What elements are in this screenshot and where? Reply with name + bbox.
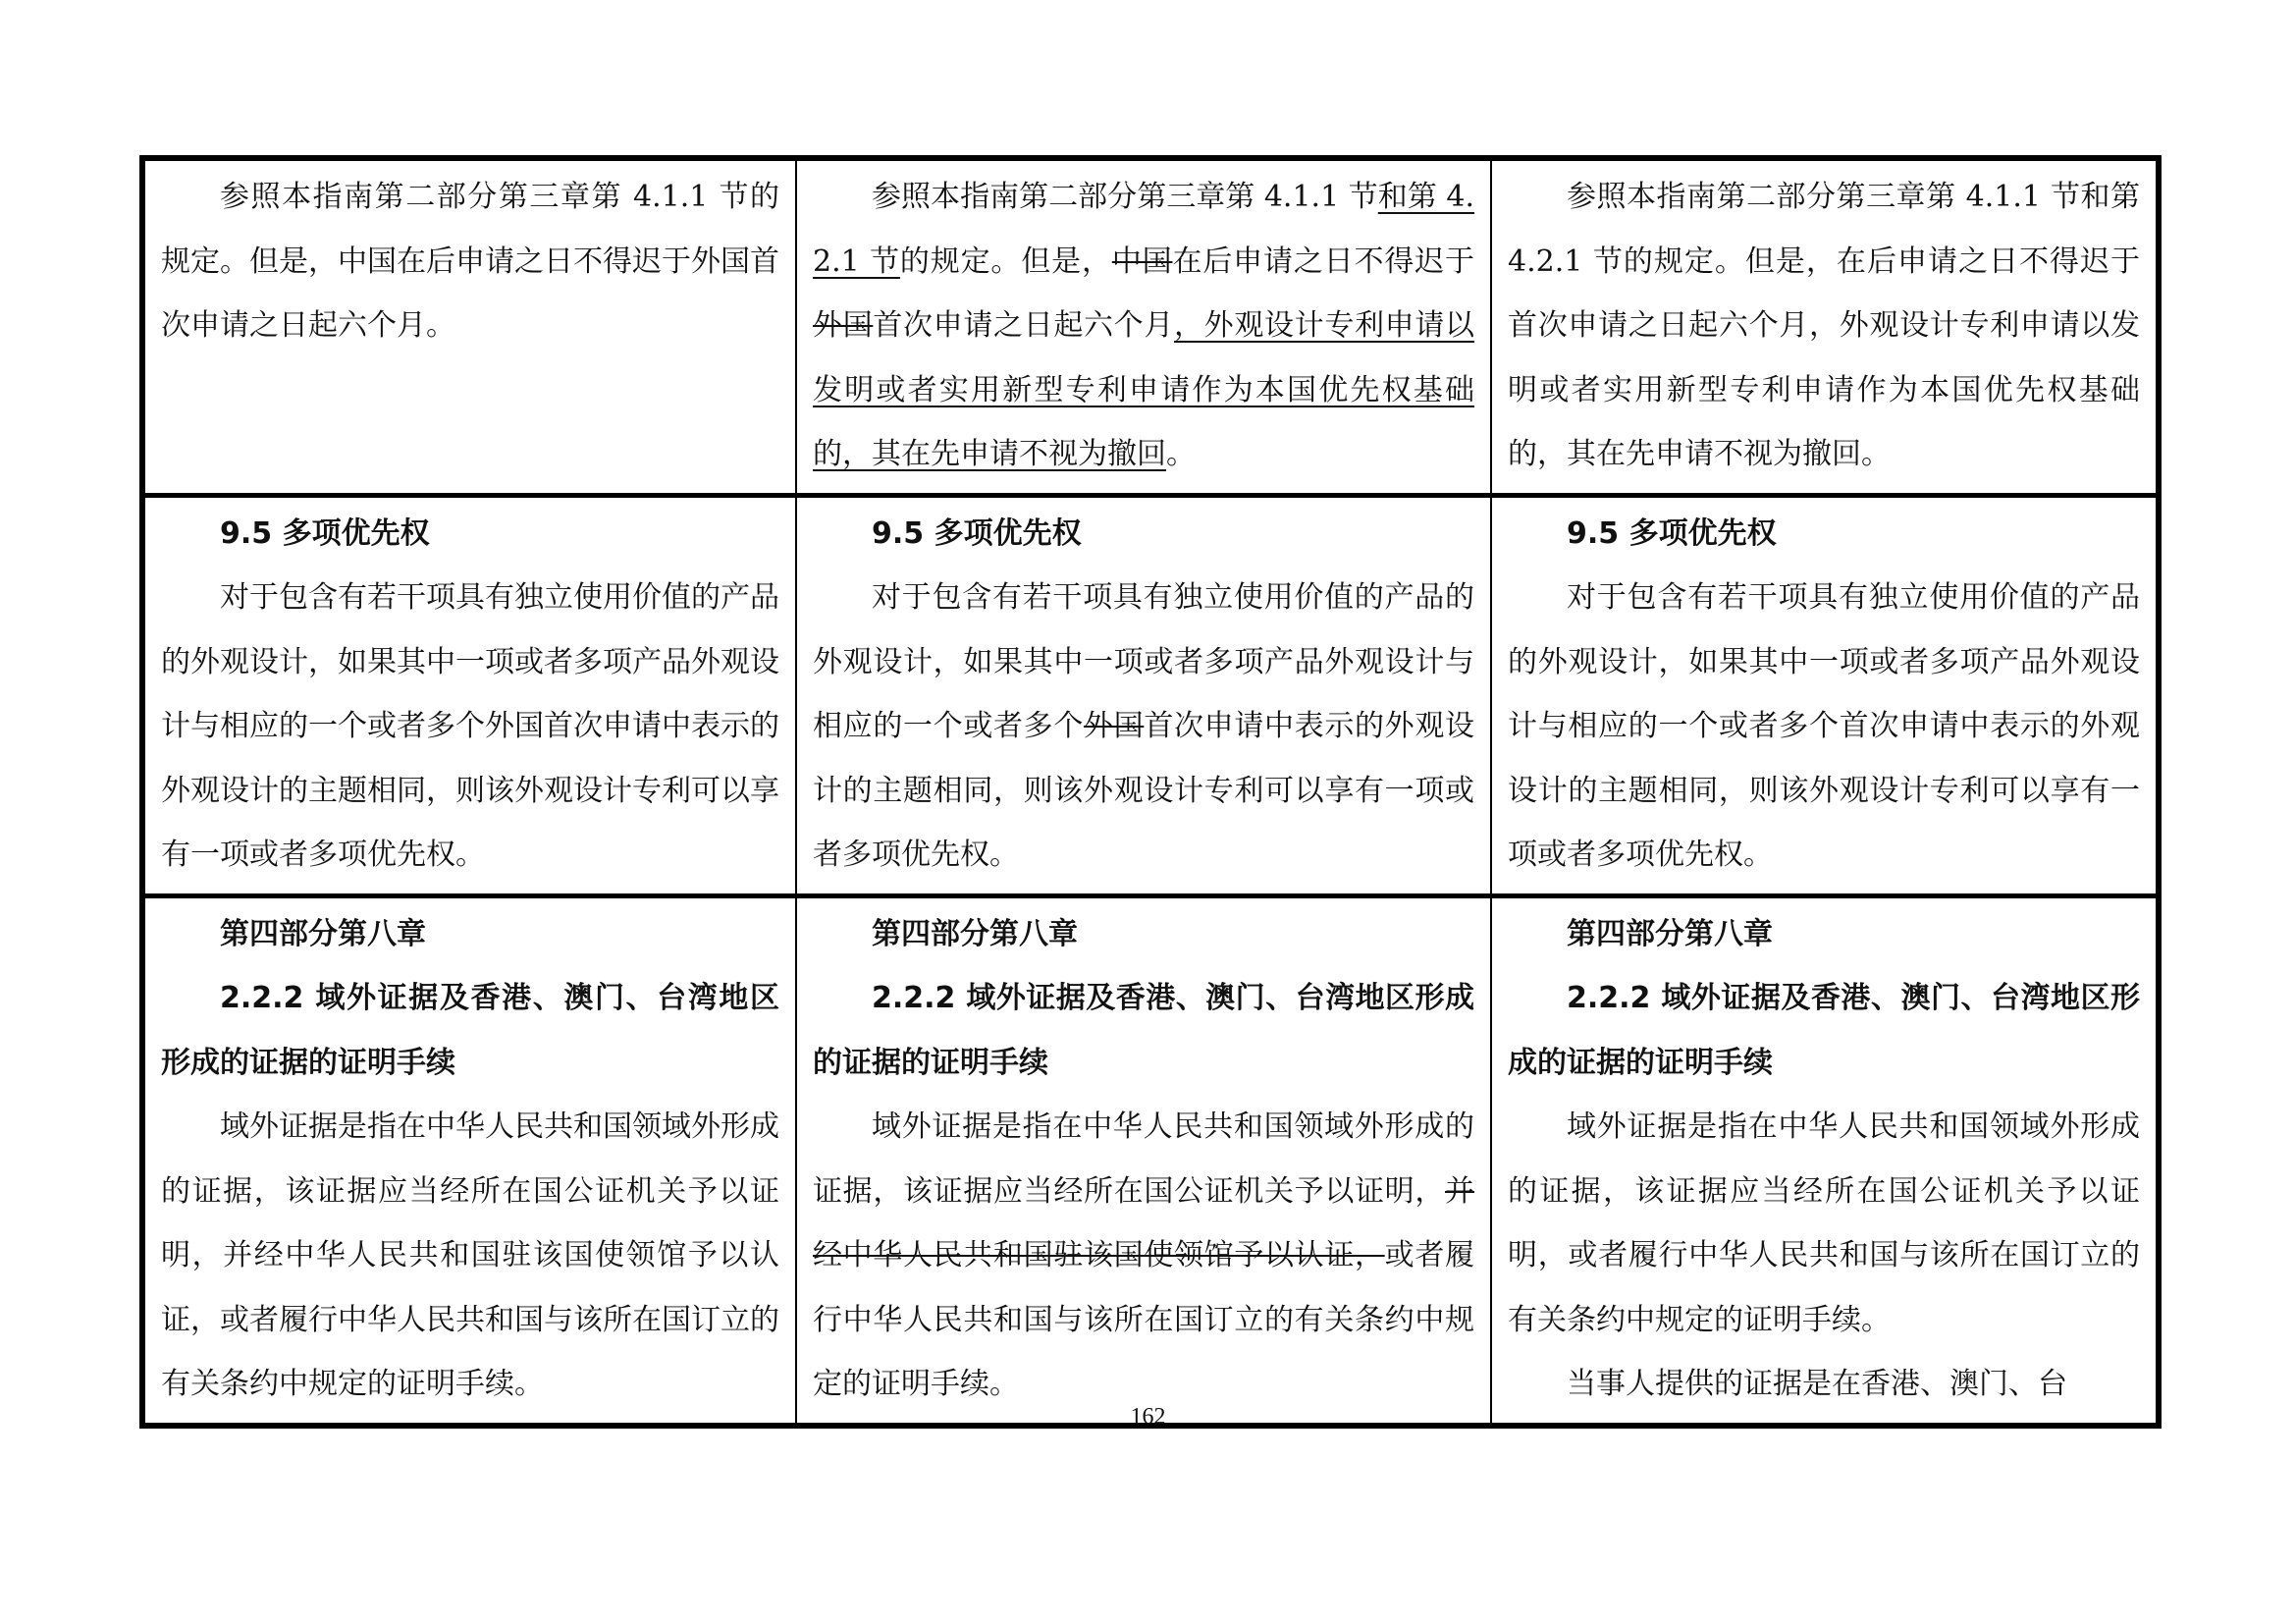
section-heading: 2.2.2 域外证据及香港、澳门、台湾地区形成的证据的证明手续 (161, 981, 779, 1080)
revised-text-cell (796, 895, 1491, 1426)
revised-text-cell (796, 495, 1491, 895)
clean-text-cell (1491, 158, 2159, 495)
chapter-heading: 第四部分第八章 (1567, 916, 1773, 951)
table-row (142, 158, 2159, 495)
unchanged-text: 域外证据是指在中华人民共和国领域外形成的证据，该证据应当经所在国公证机关予以证明， (813, 1109, 1474, 1209)
table-row (142, 895, 2159, 1426)
section-heading: 2.2.2 域外证据及香港、澳门、台湾地区形成的证据的证明手续 (1508, 981, 2140, 1080)
chapter-heading: 第四部分第八章 (220, 916, 426, 951)
section-heading: 9.5 多项优先权 (220, 515, 430, 551)
revised-paragraph (813, 165, 1474, 487)
comparison-table (139, 155, 2162, 1429)
revised-text-cell (796, 158, 1491, 495)
original-paragraph: 对于包含有若干项具有独立使用价值的产品的外观设计，如果其中一项或者多项产品外观设计与相应的一个或者多个外国首次申请中表示的外观设计的主题相同，则该外观设计专利可以享有一项或者多项优先权。 (161, 580, 779, 872)
original-paragraph: 域外证据是指在中华人民共和国领域外形成的证据，该证据应当经所在国公证机关予以证明，并经中华人民共和国驻该国使领馆予以认证，或者履行中华人民共和国与该所在国订立的有关条约中规定的证明手续。 (161, 1109, 779, 1401)
unchanged-text: 。 (1166, 437, 1196, 471)
deleted-text: 外国 (813, 308, 874, 343)
unchanged-text: 首次申请中表示的外观设计的主题相同，则该外观设计专利可以享有一项或者多项优先权。 (813, 709, 1475, 872)
unchanged-text: 参照本指南第二部分第三章第 4.1.1 节 (872, 180, 1378, 214)
inserted-text: 和第 4.2.1 节 (813, 180, 1474, 279)
clean-paragraph: 域外证据是指在中华人民共和国领域外形成的证据，该证据应当经所在国公证机关予以证明，或者履行中华人民共和国与该所在国订立的有关条约中规定的证明手续。 (1508, 1109, 2140, 1337)
chapter-heading: 第四部分第八章 (872, 916, 1078, 951)
unchanged-text: 的规定。但是， (899, 243, 1112, 279)
clean-paragraph: 对于包含有若干项具有独立使用价值的产品的外观设计，如果其中一项或者多项产品外观设计与相应的一个或者多个首次申请中表示的外观设计的主题相同，则该外观设计专利可以享有一项或者多项优先权。 (1508, 580, 2140, 872)
section-heading: 2.2.2 域外证据及香港、澳门、台湾地区形成的证据的证明手续 (813, 981, 1474, 1080)
revised-paragraph (813, 566, 1474, 888)
revised-paragraph (813, 1095, 1474, 1417)
unchanged-text: 在后申请之日不得迟于 (1172, 243, 1475, 279)
clean-paragraph: 参照本指南第二部分第三章第 4.1.1 节和第 4.2.1 节的规定。但是，在后申请之日不得迟于首次申请之日起六个月，外观设计专利申请以发明或者实用新型专利申请作为本国优先权基础的，其在先申请不视为撤回。 (1508, 180, 2140, 471)
clean-text-cell (1491, 895, 2159, 1426)
original-text-cell (142, 895, 796, 1426)
section-heading: 9.5 多项优先权 (872, 515, 1082, 551)
page-number: 162 (1130, 1404, 1166, 1430)
deleted-text: 中国 (1111, 243, 1173, 279)
unchanged-text: 首次申请之日起六个月 (873, 308, 1175, 343)
clean-text-cell (1491, 495, 2159, 895)
unchanged-text: 或者履行中华人民共和国与该所在国订立的有关条约中规定的证明手续。 (813, 1238, 1475, 1401)
inserted-text: ，外观设计专利申请以发明或者实用新型专利申请作为本国优先权基础的，其在先申请不视为撤回 (813, 308, 1475, 471)
section-heading: 9.5 多项优先权 (1567, 515, 1777, 551)
deleted-text: 并经中华人民共和国驻该国使领馆予以认证， (813, 1173, 1474, 1272)
deleted-text: 外国 (1084, 709, 1145, 743)
unchanged-text: 对于包含有若干项具有独立使用价值的产品的外观设计，如果其中一项或者多项产品外观设计与相应的一个或者多个 (813, 580, 1474, 743)
original-text-cell (142, 158, 796, 495)
table-row (142, 495, 2159, 895)
original-text-cell (142, 495, 796, 895)
original-paragraph: 参照本指南第二部分第三章第 4.1.1 节的规定。但是，中国在后申请之日不得迟于外国首次申请之日起六个月。 (161, 180, 779, 343)
clean-paragraph-continued: 当事人提供的证据是在香港、澳门、台 (1567, 1367, 2067, 1401)
